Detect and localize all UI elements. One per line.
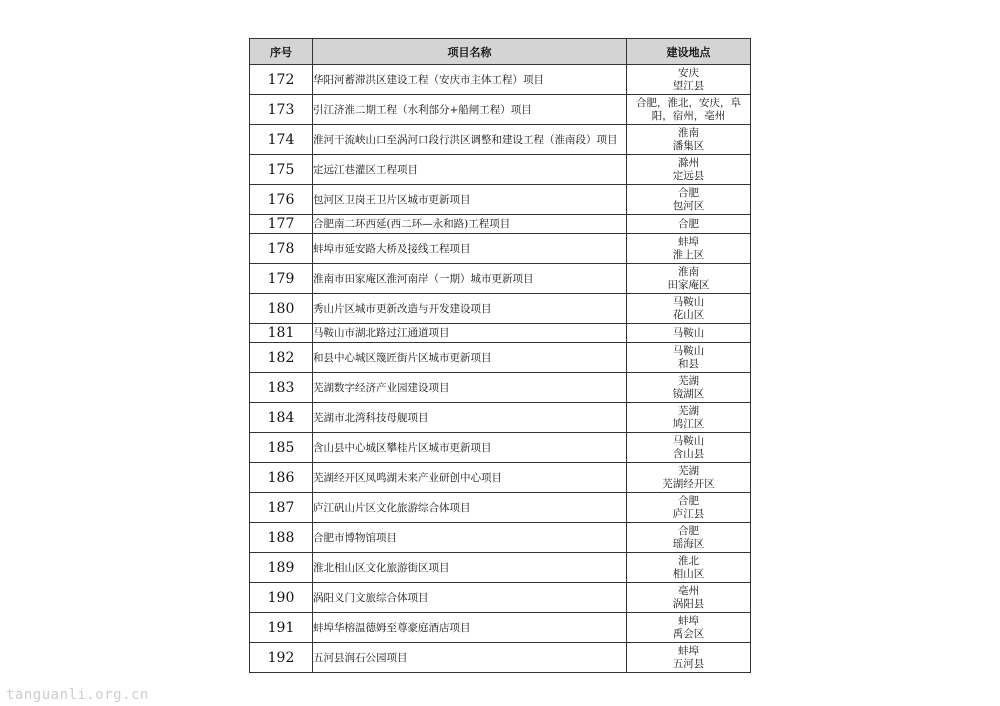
row-location xyxy=(627,294,751,324)
row-location xyxy=(627,493,751,523)
table-body xyxy=(250,65,751,673)
row-project-name: 和县中心城区篾匠街片区城市更新项目 xyxy=(313,343,627,373)
row-index: 177 xyxy=(250,215,313,234)
row-location xyxy=(627,343,751,373)
location-line: 禹会区 xyxy=(672,627,705,640)
table-row xyxy=(250,294,751,324)
row-location xyxy=(627,185,751,215)
row-location xyxy=(627,234,751,264)
row-project-name: 五河县润石公园项目 xyxy=(313,643,627,673)
row-index: 188 xyxy=(250,523,313,553)
table-row xyxy=(250,553,751,583)
table-row xyxy=(250,234,751,264)
header-index: 序号 xyxy=(250,39,313,65)
row-index: 181 xyxy=(250,324,313,343)
table-row xyxy=(250,403,751,433)
project-table xyxy=(249,38,751,673)
location-line: 马鞍山 xyxy=(672,326,705,339)
location-line: 花山区 xyxy=(672,308,705,321)
table-row xyxy=(250,493,751,523)
location-line: 和县 xyxy=(678,357,699,370)
row-index: 180 xyxy=(250,294,313,324)
location-line: 庐江县 xyxy=(672,507,705,520)
location-line: 芜湖 xyxy=(678,374,699,387)
location-line: 合肥，淮北，安庆，阜 xyxy=(636,96,741,109)
table-row xyxy=(250,65,751,95)
table-row xyxy=(250,613,751,643)
table-row xyxy=(250,463,751,493)
row-project-name: 蚌埠市延安路大桥及接线工程项目 xyxy=(313,234,627,264)
row-index: 174 xyxy=(250,125,313,155)
row-location xyxy=(627,463,751,493)
row-project-name: 含山县中心城区攀桂片区城市更新项目 xyxy=(313,433,627,463)
row-location xyxy=(627,433,751,463)
location-line: 马鞍山 xyxy=(672,344,705,357)
location-line: 涡阳县 xyxy=(672,597,705,610)
table-header-row xyxy=(250,39,751,65)
row-index: 172 xyxy=(250,65,313,95)
row-project-name: 涡阳义门文旅综合体项目 xyxy=(313,583,627,613)
location-line: 蚌埠 xyxy=(678,235,699,248)
location-line: 定远县 xyxy=(672,169,705,182)
row-project-name: 秀山片区城市更新改造与开发建设项目 xyxy=(313,294,627,324)
location-line: 合肥 xyxy=(678,217,699,230)
row-project-name: 芜湖数字经济产业园建设项目 xyxy=(313,373,627,403)
row-location xyxy=(627,553,751,583)
location-line: 合肥 xyxy=(678,186,699,199)
location-line: 淮北 xyxy=(678,554,699,567)
row-location xyxy=(627,324,751,343)
row-project-name: 淮北相山区文化旅游街区项目 xyxy=(313,553,627,583)
location-line: 芜湖 xyxy=(678,404,699,417)
table-row xyxy=(250,125,751,155)
row-location xyxy=(627,65,751,95)
location-line: 芜湖经开区 xyxy=(662,477,715,490)
row-index: 191 xyxy=(250,613,313,643)
row-index: 187 xyxy=(250,493,313,523)
header-location: 建设地点 xyxy=(627,39,751,65)
location-line: 鸠江区 xyxy=(672,417,705,430)
table-row xyxy=(250,185,751,215)
row-location xyxy=(627,95,751,125)
watermark: tanguanli.org.cn xyxy=(6,687,149,703)
row-project-name: 淮南市田家庵区淮河南岸（一期）城市更新项目 xyxy=(313,264,627,294)
table-row xyxy=(250,523,751,553)
row-project-name: 蚌埠华榕温德姆至尊豪庭酒店项目 xyxy=(313,613,627,643)
location-line: 合肥 xyxy=(678,494,699,507)
table-row xyxy=(250,373,751,403)
table-row xyxy=(250,264,751,294)
row-index: 176 xyxy=(250,185,313,215)
row-project-name: 淮河干流峡山口至涡河口段行洪区调整和建设工程（淮南段）项目 xyxy=(313,125,627,155)
location-line: 蚌埠 xyxy=(678,644,699,657)
table-row xyxy=(250,95,751,125)
row-location xyxy=(627,215,751,234)
location-line: 五河县 xyxy=(672,657,705,670)
row-location xyxy=(627,155,751,185)
table-row xyxy=(250,643,751,673)
location-line: 合肥 xyxy=(678,524,699,537)
row-index: 185 xyxy=(250,433,313,463)
location-line: 田家庵区 xyxy=(667,278,710,291)
row-location xyxy=(627,613,751,643)
location-line: 瑶海区 xyxy=(672,537,705,550)
location-line: 蚌埠 xyxy=(678,614,699,627)
row-project-name: 合肥南二环西延(西二环—永和路)工程项目 xyxy=(313,215,627,234)
row-project-name: 定远江巷灌区工程项目 xyxy=(313,155,627,185)
location-line: 马鞍山 xyxy=(672,434,705,447)
table-row xyxy=(250,343,751,373)
location-line: 安庆 xyxy=(678,66,699,79)
row-project-name: 庐江矾山片区文化旅游综合体项目 xyxy=(313,493,627,523)
row-index: 178 xyxy=(250,234,313,264)
row-project-name: 引江济淮二期工程（水利部分+船闸工程）项目 xyxy=(313,95,627,125)
row-index: 182 xyxy=(250,343,313,373)
location-line: 含山县 xyxy=(672,447,705,460)
row-index: 183 xyxy=(250,373,313,403)
table-row xyxy=(250,433,751,463)
row-index: 190 xyxy=(250,583,313,613)
row-project-name: 马鞍山市湖北路过江通道项目 xyxy=(313,324,627,343)
location-line: 滁州 xyxy=(678,156,699,169)
row-index: 192 xyxy=(250,643,313,673)
row-project-name: 包河区卫岗王卫片区城市更新项目 xyxy=(313,185,627,215)
location-line: 淮南 xyxy=(678,265,699,278)
row-location xyxy=(627,643,751,673)
location-line: 相山区 xyxy=(672,567,705,580)
header-project-name: 项目名称 xyxy=(313,39,627,65)
row-location xyxy=(627,373,751,403)
location-line: 包河区 xyxy=(672,199,705,212)
table-row xyxy=(250,583,751,613)
row-location xyxy=(627,583,751,613)
row-index: 184 xyxy=(250,403,313,433)
location-line: 潘集区 xyxy=(672,139,705,152)
location-line: 镜湖区 xyxy=(672,387,705,400)
row-index: 175 xyxy=(250,155,313,185)
row-index: 173 xyxy=(250,95,313,125)
row-project-name: 芜湖经开区凤鸣湖未来产业研创中心项目 xyxy=(313,463,627,493)
row-index: 179 xyxy=(250,264,313,294)
row-location xyxy=(627,264,751,294)
table-row xyxy=(250,215,751,234)
location-line: 阳，宿州，亳州 xyxy=(651,109,726,122)
location-line: 马鞍山 xyxy=(672,295,705,308)
row-project-name: 合肥市博物馆项目 xyxy=(313,523,627,553)
location-line: 淮南 xyxy=(678,126,699,139)
location-line: 望江县 xyxy=(672,79,705,92)
row-index: 189 xyxy=(250,553,313,583)
location-line: 淮上区 xyxy=(672,248,705,261)
location-line: 芜湖 xyxy=(678,464,699,477)
row-project-name: 华阳河蓄滞洪区建设工程（安庆市主体工程）项目 xyxy=(313,65,627,95)
table-row xyxy=(250,155,751,185)
row-index: 186 xyxy=(250,463,313,493)
row-project-name: 芜湖市北湾科技母舰项目 xyxy=(313,403,627,433)
location-line: 亳州 xyxy=(678,584,699,597)
table-row xyxy=(250,324,751,343)
row-location xyxy=(627,523,751,553)
row-location xyxy=(627,403,751,433)
row-location xyxy=(627,125,751,155)
